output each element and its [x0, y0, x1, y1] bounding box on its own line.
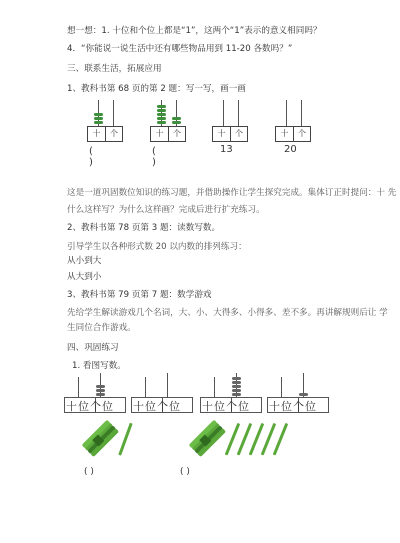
- text-line-1: 想一想：1. 十位和个位上都是“1”，这两个“1”表示的意义相同吗？: [67, 26, 322, 36]
- abacus-rod: [214, 377, 215, 397]
- text-line-8: 引导学生以各种形式数 20 以内数的排列练习：: [67, 242, 247, 252]
- abacus-rod: [145, 377, 146, 397]
- abacus-rod: [286, 100, 287, 126]
- stick-bundle-icon: [189, 420, 226, 457]
- abacus-bead: [96, 385, 105, 388]
- stick-icon: [225, 423, 241, 456]
- abacus-rod: [223, 100, 224, 126]
- abacus-large-1: [64, 373, 126, 413]
- abacus-rod: [167, 373, 168, 397]
- abacus-large-4: [267, 373, 329, 413]
- abacus-bead: [299, 393, 308, 396]
- abacus-bead: [157, 121, 166, 124]
- abacus-bead: [232, 393, 241, 396]
- tens-label: 十: [155, 129, 164, 138]
- ones-label: 个: [235, 129, 243, 138]
- place-value-label: 十位个位: [133, 400, 181, 413]
- text-line-4: 1、教科书第 68 页的第 2 题：写一写，画一画: [67, 84, 246, 94]
- abacus-bead: [157, 109, 166, 112]
- stick-icon: [261, 423, 277, 456]
- place-value-label: 十位个位: [202, 400, 250, 413]
- text-line-15: 1. 看图写数。: [72, 361, 126, 371]
- abacus-bead: [157, 117, 166, 120]
- abacus-rod: [301, 100, 302, 126]
- abacus-bead: [94, 113, 103, 116]
- abacus-rod: [238, 100, 239, 126]
- abacus-bead: [172, 117, 181, 120]
- place-value-box: [150, 126, 186, 142]
- answer-blank-2[interactable]: ( ): [152, 146, 156, 168]
- stick-icon: [273, 423, 289, 456]
- abacus-bead: [172, 121, 181, 124]
- abacus-3: [212, 100, 248, 144]
- stick-icon: [237, 423, 253, 456]
- abacus-rod: [113, 100, 114, 126]
- text-line-13: 生同位合作游戏。: [67, 323, 136, 333]
- abacus-bead: [94, 117, 103, 120]
- text-line-12: 先给学生解读游戏几个名词，大、小、大得多、小得多、差不多。再讲解规则后让 学: [67, 308, 388, 318]
- stick-icon: [249, 423, 265, 456]
- text-line-10: 从大到小: [67, 272, 102, 282]
- tens-label: 十: [217, 129, 226, 138]
- abacus-2: [150, 100, 186, 144]
- abacus-rod: [281, 377, 282, 397]
- abacus-bead: [232, 381, 241, 384]
- text-line-6: 什么这样写？为什么这样画？完成后进行扩充练习。: [67, 205, 265, 215]
- section-heading-3: 三、联系生活，拓展应用: [67, 64, 162, 74]
- given-number-13: 13: [220, 144, 233, 155]
- stick-bundle-icon: [82, 420, 119, 457]
- text-line-7: 2、教科书第 78 页第 3 题：读数写数。: [67, 223, 221, 233]
- tens-label: 十: [92, 129, 101, 138]
- abacus-4: [275, 100, 311, 144]
- abacus-bead: [157, 105, 166, 108]
- place-value-label: 十位个位: [269, 400, 317, 413]
- abacus-large-3: [200, 373, 262, 413]
- abacus-bead: [232, 377, 241, 380]
- abacus-bead: [232, 385, 241, 388]
- text-line-11: 3、教科书第 79 页第 7 题：数学游戏: [67, 290, 212, 300]
- abacus-rod: [78, 377, 79, 397]
- place-value-box: [212, 126, 248, 142]
- abacus-bead: [96, 393, 105, 396]
- sticks-answer-blank-1[interactable]: ( ): [84, 467, 94, 477]
- answer-blank-1[interactable]: ( ): [89, 146, 93, 168]
- tens-label: 十: [280, 129, 289, 138]
- abacus-large-2: [131, 373, 193, 413]
- sticks-illustration-1: [78, 416, 144, 460]
- abacus-bead: [157, 113, 166, 116]
- section-heading-14: 四、巩固练习: [67, 343, 119, 353]
- text-line-9: 从小到大: [67, 256, 102, 266]
- stick-icon: [118, 423, 132, 456]
- text-line-5: 这是一道巩固数位知识的练习题，并借助操作让学生探究完成。集体订正时提问：十 先: [67, 188, 397, 198]
- abacus-bead: [232, 389, 241, 392]
- sticks-answer-blank-2[interactable]: ( ): [180, 467, 190, 477]
- ones-label: 个: [110, 129, 118, 138]
- ones-label: 个: [173, 129, 181, 138]
- abacus-1: [87, 100, 123, 144]
- abacus-bead: [94, 121, 103, 124]
- abacus-bead: [96, 389, 105, 392]
- text-line-2: 4．“你能说一说生活中还有哪些物品用到 11-20 各数吗？”: [67, 44, 293, 54]
- place-value-box: [275, 126, 311, 142]
- ones-label: 个: [298, 129, 306, 138]
- given-number-20: 20: [284, 144, 297, 155]
- place-value-label: 十位个位: [66, 400, 114, 413]
- sticks-illustration-2: [185, 416, 295, 460]
- place-value-box: [87, 126, 123, 142]
